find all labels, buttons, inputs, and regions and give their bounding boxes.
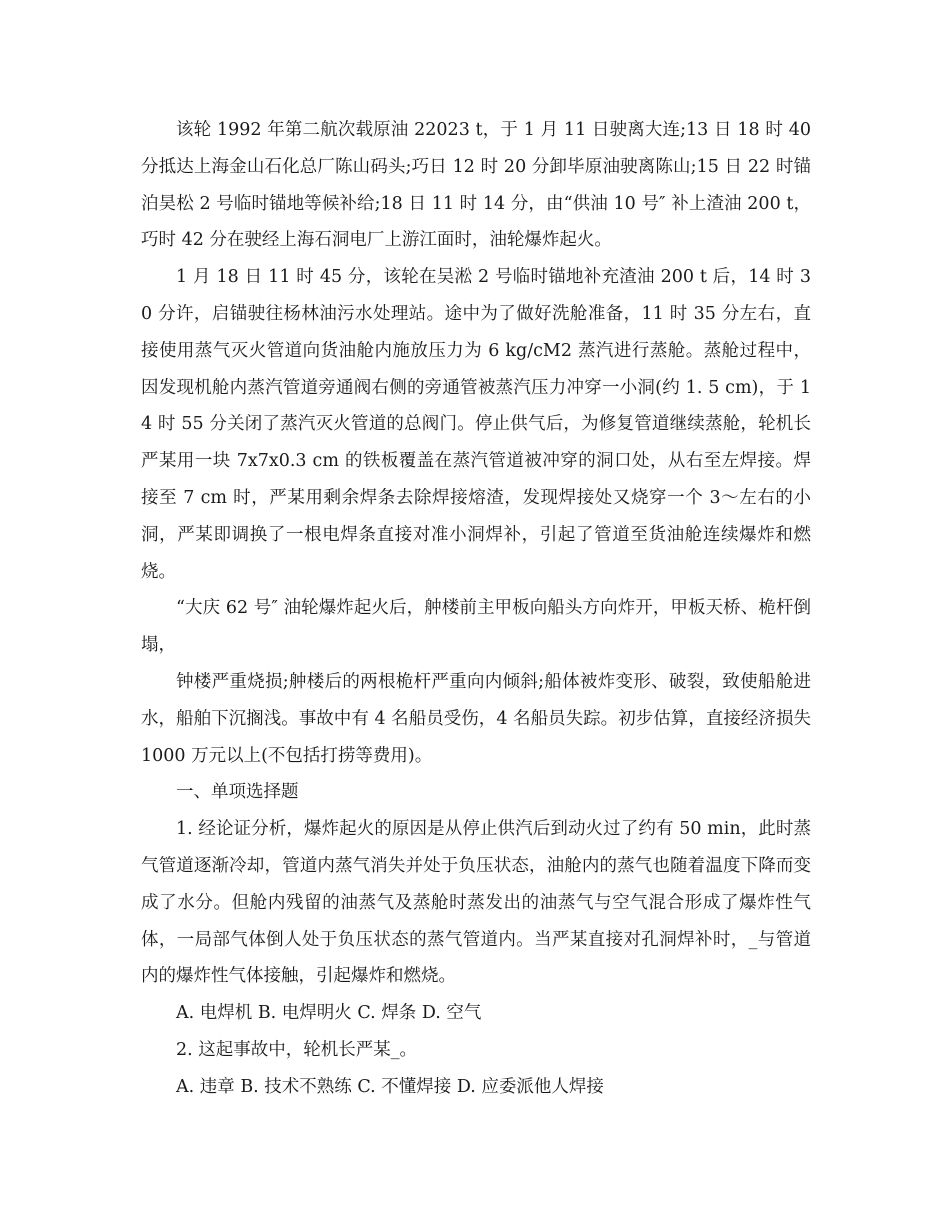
paragraph-explosion-damage: “大庆 62 号″ 油轮爆炸起火后，舯楼前主甲板向船头方向炸开，甲板天桥、桅杆倒塌，	[141, 598, 811, 656]
document-body	[141, 112, 811, 1106]
question-1: 1. 经论证分析，爆炸起火的原因是从停止供汽后到动火过了约有 50 min，此时蒸气管道逐渐冷却，管道内蒸气消失并处于负压状态，油舱内的蒸气也随着温度下降而变成了水分。但舱内残留的油蒸气及蒸舱时蒸发出的油蒸气与空气混合形成了爆炸性气体，一局部气体倒人处于负压状态的蒸气管道内。当严某直接对孔洞焊补时，_与管道内的爆炸性气体接触，引起爆炸和燃烧。	[141, 819, 811, 987]
paragraph-losses: 钟楼严重烧损;舯楼后的两根桅杆严重向内倾斜;船体被炸变形、破裂，致使船舱进水，船舶下沉搁浅。事故中有 4 名船员受伤，4 名船员失踪。初步估算，直接经济损失 1000 万元以上(不包括打捞等费用)。	[141, 671, 811, 766]
paragraph-accident-process: 1 月 18 日 11 时 45 分，该轮在吴淞 2 号临时锚地补充渣油 200 t 后，14 时 30 分许，启锚驶往杨林油污水处理站。途中为了做好洗舱准备，11 时 35 分左右，直接使用蒸气灭火管道向货油舱内施放压力为 6 kg/cM2 蒸汽进行蒸舱。蒸舱过程中，因发现机舱内蒸汽管道旁通阀右侧的旁通管被蒸汽压力冲穿一小洞(约 1. 5 cm)，于 14 时 55 分关闭了蒸汽灭火管道的总阀门。停止供气后，为修复管道继续蒸舱，轮机长严某用一块 7x7x0.3 cm 的铁板覆盖在蒸汽管道被冲穿的洞口处，从右至左焊接。焊接至 7 cm 时，严某用剩余焊条去除焊接熔渣，发现焊接处又烧穿一个 3～左右的小洞，严某即调换了一根电焊条直接对准小洞焊补，引起了管道至货油舱连续爆炸和燃烧。	[141, 267, 811, 582]
question-1-options: A. 电焊机 B. 电焊明火 C. 焊条 D. 空气	[176, 1003, 482, 1024]
question-2: 2. 这起事故中，轮机长严某_。	[176, 1039, 418, 1060]
question-2-options: A. 违章 B. 技术不熟练 C. 不懂焊接 D. 应委派他人焊接	[176, 1076, 604, 1097]
section-heading-single-choice: 一、单项选择题	[176, 782, 299, 803]
paragraph-voyage-timeline: 该轮 1992 年第二航次载原油 22023 t，于 1 月 11 日驶离大连;13 日 18 时 40 分抵达上海金山石化总厂陈山码头;巧日 12 时 20 分卸毕原油驶离陈山;15 日 22 时锚泊昊松 2 号临时锚地等候补给;18 日 11 时 14 分，由“供油 10 号″ 补上渣油 200 t，巧时 42 分在驶经上海石洞电厂上游江面时，油轮爆炸起火。	[141, 120, 811, 251]
